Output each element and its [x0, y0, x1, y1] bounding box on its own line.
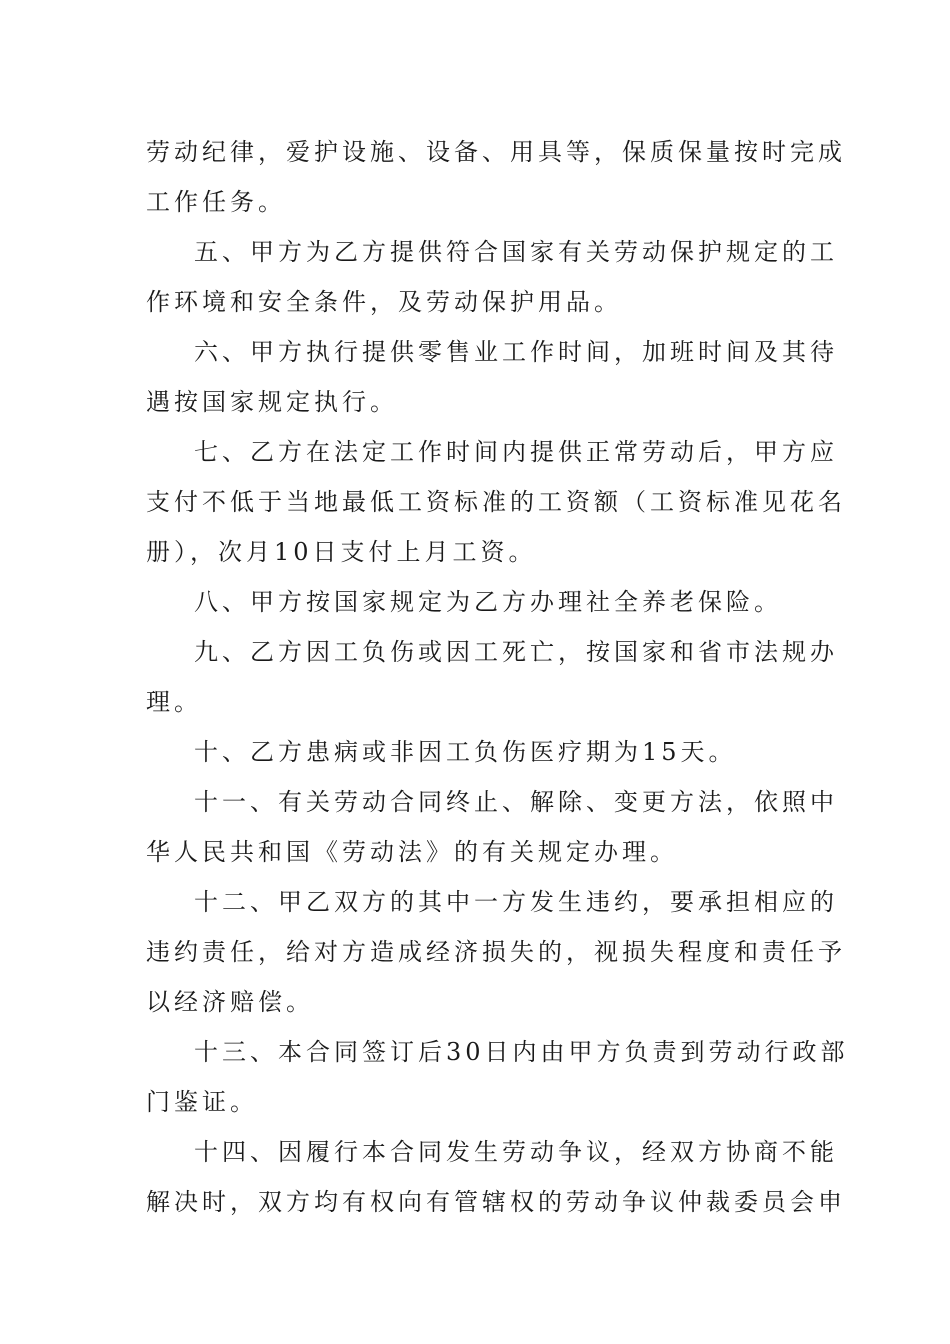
text-line: 十三、本合同签订后30日内由甲方负责到劳动行政部 — [194, 1038, 849, 1066]
text-line: 劳动纪律，爱护设施、设备、用具等，保质保量按时完成 — [146, 138, 846, 166]
text-line: 十、乙方患病或非因工负伤医疗期为15天。 — [194, 738, 737, 766]
text-line: 工作任务。 — [146, 188, 286, 216]
text-line: 门鉴证。 — [146, 1088, 258, 1116]
text-line: 十一、有关劳动合同终止、解除、变更方法，依照中 — [194, 788, 838, 816]
text-line: 理。 — [146, 688, 202, 716]
text-line: 五、甲方为乙方提供符合国家有关劳动保护规定的工 — [194, 238, 838, 266]
text-line: 作环境和安全条件，及劳动保护用品。 — [146, 288, 622, 316]
text-line: 解决时，双方均有权向有管辖权的劳动争议仲裁委员会申 — [146, 1188, 846, 1216]
text-line: 支付不低于当地最低工资标准的工资额（工资标准见花名 — [146, 488, 846, 516]
text-line: 七、乙方在法定工作时间内提供正常劳动后，甲方应 — [194, 438, 838, 466]
text-line: 九、乙方因工负伤或因工死亡，按国家和省市法规办 — [194, 638, 838, 666]
text-line: 十二、甲乙双方的其中一方发生违约，要承担相应的 — [194, 888, 838, 916]
text-line: 六、甲方执行提供零售业工作时间，加班时间及其待 — [194, 338, 838, 366]
text-line: 违约责任，给对方造成经济损失的，视损失程度和责任予 — [146, 938, 846, 966]
text-line: 以经济赔偿。 — [146, 988, 314, 1016]
text-line: 十四、因履行本合同发生劳动争议，经双方协商不能 — [194, 1138, 838, 1166]
text-line: 华人民共和国《劳动法》的有关规定办理。 — [146, 838, 678, 866]
text-line: 八、甲方按国家规定为乙方办理社全养老保险。 — [194, 588, 782, 616]
text-line: 册），次月10日支付上月工资。 — [146, 538, 537, 566]
text-line: 遇按国家规定执行。 — [146, 388, 398, 416]
